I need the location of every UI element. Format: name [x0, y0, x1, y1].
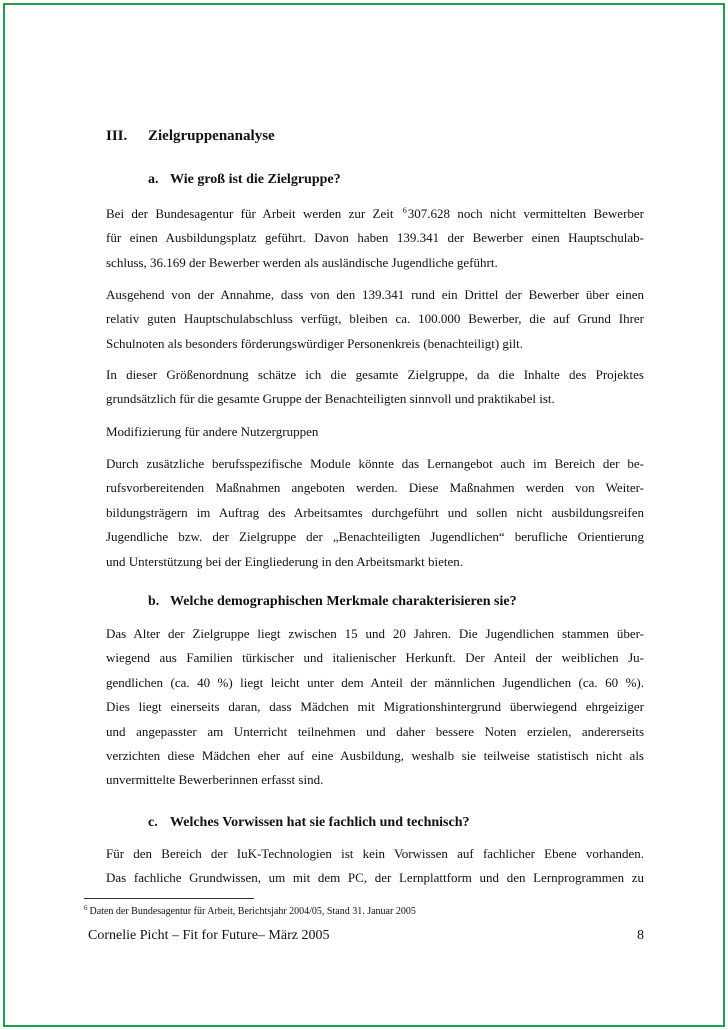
text-line: Das fachliche Grundwissen, um mit dem PC, der Lernplattform und den Lernprogrammen zu — [106, 870, 644, 886]
section-c-letter: c. — [148, 815, 158, 830]
section-a-paragraph-1 — [106, 202, 644, 275]
section-b-title: Welche demographischen Merkmale charakterisieren sie? — [170, 594, 517, 609]
footnote-divider — [84, 898, 254, 899]
text-line: bildungsträgern im Auftrag des Arbeitsamtes durchgeführt und sollen nicht ausbildungsreifen — [106, 504, 644, 520]
text-line: verzichten diese Mädchen eher auf eine Ausbildung, weshalb sie teilweise statistisch nicht als — [106, 748, 644, 764]
text-line: Ausgehend von der Annahme, dass von den 139.341 rund ein Drittel der Bewerber über einen — [106, 287, 644, 302]
text-line: Durch zusätzliche berufsspezifische Module könnte das Lernangebot auch im Bereich der be- — [106, 456, 644, 471]
section-a-subheading — [106, 420, 644, 444]
text-line: Modifizierung für andere Nutzergruppen — [106, 424, 319, 439]
section-c-title: Welches Vorwissen hat sie fachlich und technisch? — [170, 815, 470, 830]
section-a-letter: a. — [148, 172, 159, 187]
page-number: 8 — [637, 928, 644, 943]
section-b-letter: b. — [148, 594, 160, 609]
text-line: grundsätzlich für die gesamte Gruppe der Benachteiligten sinnvoll und praktikabel ist. — [106, 391, 555, 407]
chapter-number: III. — [106, 128, 128, 144]
text-line: und angepasster am Unterricht teilnehmen und daher bessere Noten erzielen, andererseits — [106, 723, 644, 739]
text-line: Für den Bereich der IuK-Technologien ist kein Vorwissen auf fachlicher Ebene vorhanden. — [106, 846, 644, 861]
text-segment: Bei der Bundesagentur für Arbeit werden zur Zeit — [106, 206, 401, 221]
text-line: für einen Ausbildungsplatz geführt. Davon haben 139.341 der Bewerber einen Hauptschulab- — [106, 230, 644, 246]
section-c-heading — [148, 815, 469, 831]
text-line — [106, 202, 644, 226]
text-line: schluss, 36.169 der Bewerber werden als ausländische Jugendliche geführt. — [106, 254, 498, 270]
text-line: In dieser Größenordnung schätze ich die gesamte Zielgruppe, da die Inhalte des Projektes — [106, 367, 644, 382]
section-a-heading — [148, 172, 341, 188]
section-a-title: Wie groß ist die Zielgruppe? — [170, 172, 341, 187]
section-a-paragraph-2 — [106, 283, 644, 356]
text-line: gendlichen (ca. 40 %) liegt leicht unter dem Anteil der männlichen Jugendlichen (ca. 60 %). — [106, 674, 644, 690]
section-a-paragraph-3 — [106, 363, 644, 412]
text-line: und Unterstützung bei der Eingliederung in den Arbeitsmarkt bieten. — [106, 553, 464, 569]
text-line: relativ guten Hauptschulabschluss verfügt, bleiben ca. 100.000 Bewerber, die auf Grund Ihrer — [106, 311, 644, 327]
section-a-paragraph-5 — [106, 452, 644, 574]
footnote-marker: 6 — [84, 904, 88, 912]
text-line: Schulnoten als besonders förderungswürdiger Personenkreis (benachteiligt) gilt. — [106, 335, 523, 351]
footnote-text: Daten der Bundesagentur für Arbeit, Berichtsjahr 2004/05, Stand 31. Januar 2005 — [89, 906, 416, 917]
text-line: Das Alter der Zielgruppe liegt zwischen 15 und 20 Jahren. Die Jugendlichen stammen über- — [106, 626, 644, 641]
text-segment: 307.628 noch nicht vermittelten Bewerber — [407, 206, 645, 221]
footnote — [84, 906, 416, 917]
chapter-title: Zielgruppenanalyse — [148, 128, 275, 144]
text-line: unvermittelte Bewerberinnen erfasst sind. — [106, 772, 324, 788]
footer-author: Cornelie Picht – Fit for Future– März 2005 — [88, 928, 330, 943]
footnote-reference: 6 — [402, 206, 407, 215]
section-c-paragraph-1 — [106, 842, 644, 891]
section-b-paragraph-1 — [106, 622, 644, 793]
chapter-heading — [106, 128, 275, 145]
text-line: wiegend aus Familien türkischer und italienischer Herkunft. Der Anteil der weiblichen Ju- — [106, 650, 644, 666]
text-line: rufsvorbereitenden Maßnahmen angeboten werden. Diese Maßnahmen werden von Weiter- — [106, 480, 644, 496]
text-line: Jugendliche bzw. der Zielgruppe der „Benachteiligten Jugendlichen“ berufliche Orientierung — [106, 529, 644, 545]
text-line: Dies liegt einerseits daran, dass Mädchen mit Migrationshintergrund überwiegend ehrgeiziger — [106, 699, 644, 715]
section-b-heading — [148, 594, 517, 610]
